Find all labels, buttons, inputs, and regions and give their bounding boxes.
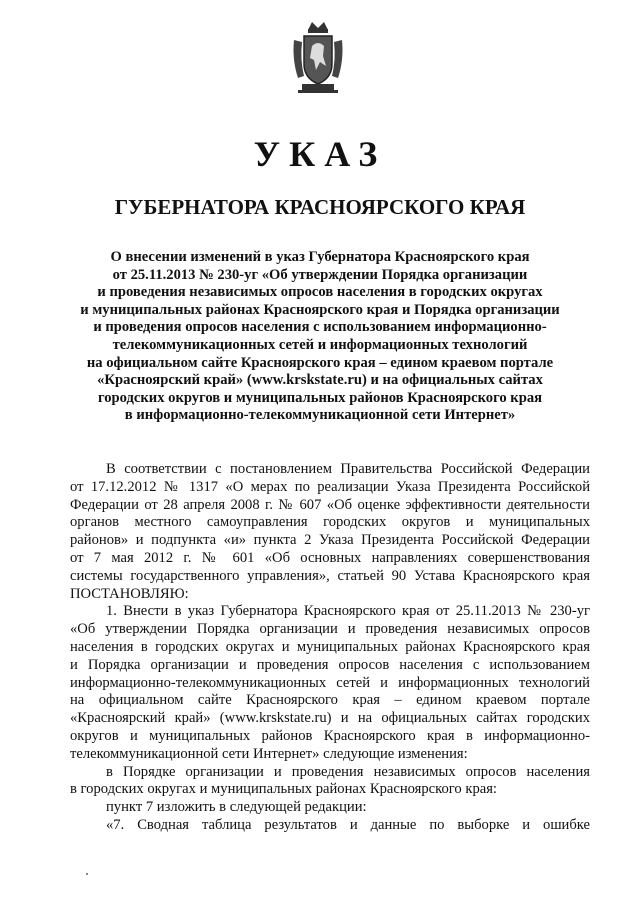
heading-line: и проведения опросов населения с использованием информационно- bbox=[93, 319, 547, 336]
body-line: от 17.12.2012 № 1317 «О мерах по реализации Указа Президента Российской bbox=[70, 478, 590, 495]
body-line: «Об утверждении Порядка организации и проведения независимых опросов bbox=[70, 621, 590, 638]
heading-line: и муниципальных районах Красноярского края и Порядка организации bbox=[80, 301, 560, 318]
body-line: органов местного самоуправления городских округов и муниципальных bbox=[70, 514, 590, 531]
scan-speck bbox=[86, 873, 88, 875]
body-line: В соответствии с постановлением Правительства Российской Федерации bbox=[106, 461, 590, 477]
heading-line: и проведения независимых опросов населения в городских округах bbox=[97, 284, 543, 301]
heading-line: от 25.11.2013 № 230-уг «Об утверждении Порядка организации bbox=[112, 266, 528, 283]
body-line: на официальном сайте Красноярского края – едином краевом портале bbox=[70, 692, 590, 709]
body-line: системы государственного управления», статьей 90 Устава Красноярского края bbox=[70, 567, 590, 584]
body-line: телекоммуникационной сети Интернет» следующие изменения: bbox=[70, 745, 468, 762]
document-title: УКАЗ bbox=[253, 134, 387, 174]
heading-line: телекоммуникационных сетей и информационных технологий bbox=[112, 336, 528, 353]
heading-line: на официальном сайте Красноярского края – едином краевом портале bbox=[86, 354, 554, 371]
document-subtitle: ГУБЕРНАТОРА КРАСНОЯРСКОГО КРАЯ bbox=[114, 195, 526, 219]
heading-line: О внесении изменений в указ Губернатора Красноярского края bbox=[110, 249, 530, 265]
heading-line: «Красноярский край» (www.krskstate.ru) и на официальных сайтах bbox=[97, 372, 543, 389]
heading-line: в информационно-телекоммуникационной сети Интернет» bbox=[124, 407, 516, 424]
body-line: информационно-телекоммуникационных сетей и информационных технологий bbox=[70, 674, 590, 691]
body-line: в городских округах и муниципальных районах Красноярского края: bbox=[70, 781, 497, 798]
decree-body bbox=[70, 461, 590, 835]
body-line: «7. Сводная таблица результатов и данные по выборке и ошибке bbox=[106, 816, 590, 833]
body-line: «Красноярский край» (www.krskstate.ru) и на официальных сайтах городских bbox=[70, 710, 590, 727]
body-line: и Порядка организации и проведения опросов населения с использованием bbox=[70, 656, 590, 673]
body-line: 1. Внести в указ Губернатора Красноярского края от 25.11.2013 № 230-уг bbox=[106, 603, 590, 620]
coat-of-arms-icon bbox=[290, 20, 346, 94]
body-line: в Порядке организации и проведения независимых опросов населения bbox=[106, 763, 590, 780]
body-line: ПОСТАНОВЛЯЮ: bbox=[70, 585, 189, 602]
body-line: пункт 7 изложить в следующей редакции: bbox=[106, 799, 367, 816]
body-line: от 7 мая 2012 г. № 601 «Об основных направлениях совершенствования bbox=[70, 549, 590, 566]
decree-heading bbox=[40, 249, 600, 425]
heading-line: городских округов и муниципальных районов Красноярского края bbox=[97, 389, 543, 406]
body-line: населения в городских округах и муниципальных районах Красноярского края bbox=[70, 638, 590, 655]
body-line: Федерации от 28 апреля 2008 г. № 607 «Об оценке эффективности деятельности bbox=[70, 496, 590, 513]
body-line: районов» и подпункта «и» пункта 2 Указа Президента Российской Федерации bbox=[70, 532, 590, 549]
body-line: округов и муниципальных районов Красноярского края в информационно- bbox=[70, 727, 590, 744]
